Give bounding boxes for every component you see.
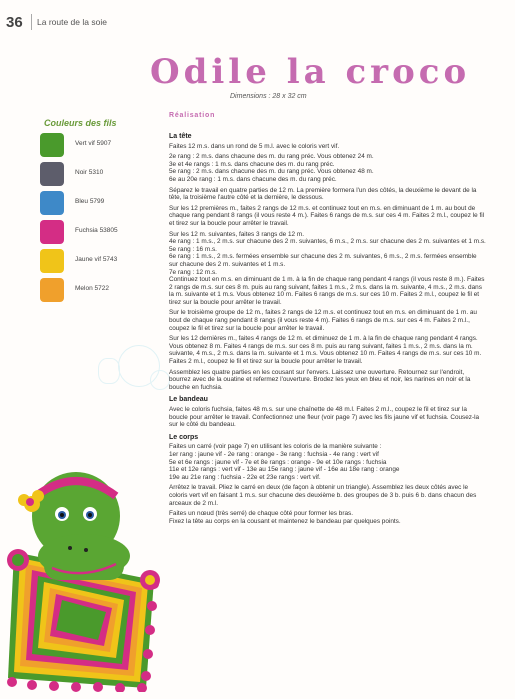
section-heading-corps: Le corps bbox=[169, 433, 199, 441]
paragraph: 7e rang : 12 m.s. bbox=[169, 268, 217, 276]
page-number: 36 bbox=[6, 14, 23, 31]
page-title: Odile la croco bbox=[150, 52, 471, 92]
paragraph: 1er rang : jaune vif - 2e rang : orange - 3e rang : fuchsia - 4e rang : vert vif bbox=[169, 450, 379, 458]
paragraph: 5e et 6e rangs : jaune vif - 7e et 8e rangs : orange - 9e et 10e rangs : fuchsia bbox=[169, 458, 387, 466]
section-heading-bandeau: Le bandeau bbox=[169, 396, 208, 404]
paragraph: Arrêtez le travail. Pliez le carré en deux (de façon à obtenir un triangle). Assemblez les deux côtés avec le coloris vert vif en faisant 1 m.s. sur chacune des deuxième b. des groupes de 3 b. puis 6 b. dans chacun des arceaux de 2 m.l. bbox=[169, 484, 477, 507]
paragraph: Séparez le travail en quatre parties de 12 m. La première formera l'un des côtés, la deuxième le devant de la tête, la troisième l'autre côté et la dernière, le dessous. bbox=[169, 186, 477, 202]
yarn-swatch-fuchsia bbox=[40, 220, 64, 244]
section-heading-tete: La tête bbox=[169, 133, 192, 140]
running-title: La route de la soie bbox=[37, 17, 107, 27]
yarn-swatch-yellow bbox=[40, 249, 64, 273]
realisation-heading: Réalisation bbox=[169, 112, 216, 119]
instructions bbox=[169, 128, 487, 528]
paragraph: Assemblez les quatre parties en les cousant sur l'envers. Laissez une ouverture. Retournez sur l'endroit, bourrez avec de la ouatine et refermez l'ouverture. Brodez les yeux en bleu et noir, les narines en noir et la bouche en fuchsia. bbox=[169, 368, 471, 391]
yarn-swatch-melon bbox=[40, 278, 64, 302]
thread-label: Bleu 5799 bbox=[75, 198, 105, 205]
thread-label: Noir 5310 bbox=[75, 169, 104, 176]
paragraph: Sur le troisième groupe de 12 m., faites 2 rangs de 12 m.s. et continuez tout en m.s. en diminuant de 1 m. au bout de chaque rang pendant 8 rangs (il vous reste 4 m). Faites 6 rangs de m.s. sur ces 4 m. Faites 2 m.l., coupez le fil et tirez sur la boucle pour arrêter le travail. bbox=[169, 309, 477, 332]
thread-label: Melon 5722 bbox=[75, 285, 109, 292]
paragraph: Continuez tout en m.s. en diminuant de 1 m. à la fin de chaque rang pendant 4 rangs (il vous reste 8 m.). Faites 2 rangs de m.s. sur ces 8 m. puis au rang suivant, faites 1 m.s., 2 m.s. dans la m. suivante, 4 m.s., 2 m.s. dans la m. suivante et 1 m.s. Vous obtenez 10 m. Faites 6 rangs de m.s. sur ces 10 m. Faites 2 m.l., coupez le fil et tirez sur la boucle pour arrêter le travail. bbox=[169, 276, 485, 306]
dimensions-caption: Dimensions : 28 x 32 cm bbox=[230, 93, 307, 100]
paragraph: 11e et 12e rangs : vert vif - 13e au 15e rang : jaune vif - 16e au 18e rang : orange bbox=[169, 466, 400, 474]
yarn-swatch-blue bbox=[40, 191, 64, 215]
thread-label: Vert vif 5907 bbox=[75, 140, 112, 147]
paragraph: Sur les 12 dernières m., faites 4 rangs de 12 m. et diminuez de 1 m. à la fin de chaque rang pendant 4 rangs. Vous obtenez 8 m. Faites 4 rangs de m.s. sur ces 8 m. puis au rang suivant, faites 1 m.s., 2 m.s. dans la m. suivante, 4 m.s., 2 m.s. dans la m. suivante et 1 m.s. Vous obtenez 10 m. Faites 4 rangs de m.s. sur ces 10 m. Faites 2 m.l., coupez le fil et tirez sur la boucle pour arrêter le travail. bbox=[169, 335, 482, 366]
thread-label: Jaune vif 5743 bbox=[75, 256, 118, 263]
paragraph: Faites 12 m.s. dans un rond de 5 m.l. avec le coloris vert vif. bbox=[169, 142, 340, 150]
thread-colors-heading: Couleurs des fils bbox=[44, 118, 117, 128]
paragraph: 3e et 4e rangs : 1 m.s. dans chacune des m. du rang préc. bbox=[169, 160, 335, 168]
thread-label: Fuchsia 53805 bbox=[75, 227, 118, 234]
paragraph: 5e rang : 2 m.s. dans chacune des m. du rang préc. Vous obtenez 48 m. bbox=[169, 168, 374, 176]
paragraph: 6e rang : 1 m.s., 2 m.s. fermées ensemble sur chacune des 2 m. suivantes, 6 m.s., 2 m.s. fermées ensemble sur chacune des 2 m. suivantes et 1 m.s. bbox=[169, 253, 477, 268]
paragraph: Faites un nœud (très serré) de chaque côté pour former les bras. bbox=[169, 510, 353, 518]
yarn-swatch-black bbox=[40, 162, 64, 186]
paragraph: 5e rang : 16 m.s. bbox=[169, 245, 217, 253]
decorative-bubble bbox=[150, 370, 170, 390]
paragraph: 6e au 20e rang : 1 m.s. dans chacune des m. du rang préc. bbox=[169, 175, 337, 183]
header-divider bbox=[31, 14, 32, 30]
crocodile-doudou-photo bbox=[4, 456, 160, 692]
paragraph: Sur les 12 m. suivantes, faites 3 rangs de 12 m. bbox=[169, 230, 304, 238]
paragraph: Faites un carré (voir page 7) en utilisant les coloris de la manière suivante : bbox=[169, 443, 382, 451]
paragraph: Avec le coloris fuchsia, faites 48 m.s. sur une chaînette de 48 m.l. Faites 2 m.l., coupez le fil et tirez sur la boucle pour arrêter le travail. Confectionnez une fleur (voir page 7) avec les fils jaune vif et fuchsia. Cousez-la sur le côté du bandeau. bbox=[169, 406, 480, 429]
paragraph: Fixez la tête au corps en la cousant et maintenez le bandeau par quelques points. bbox=[169, 517, 401, 525]
paragraph: 2e rang : 2 m.s. dans chacune des m. du rang préc. Vous obtenez 24 m. bbox=[169, 153, 374, 161]
decorative-bubble bbox=[98, 358, 120, 384]
paragraph: Sur les 12 premières m., faites 2 rangs de 12 m.s. et continuez tout en m.s. en diminuant de 1 m. au bout de chaque rang pendant 8 rangs (il vous reste 4 m.). Faites 6 rangs de m.s. sur ces 4 m. Faites 2 m.l., coupez le fil et tirez sur la boucle pour arrêter le travail. bbox=[169, 204, 485, 227]
paragraph: 19e au 21e rang : fuchsia - 22e et 23e rangs : vert vif. bbox=[169, 473, 321, 481]
yarn-swatch-green bbox=[40, 133, 64, 157]
paragraph: 4e rang : 1 m.s., 2 m.s. sur chacune des 2 m. suivantes, 6 m.s., 2 m.s. sur chacune des 2 m. suivantes et 1 m.s. bbox=[169, 238, 486, 246]
